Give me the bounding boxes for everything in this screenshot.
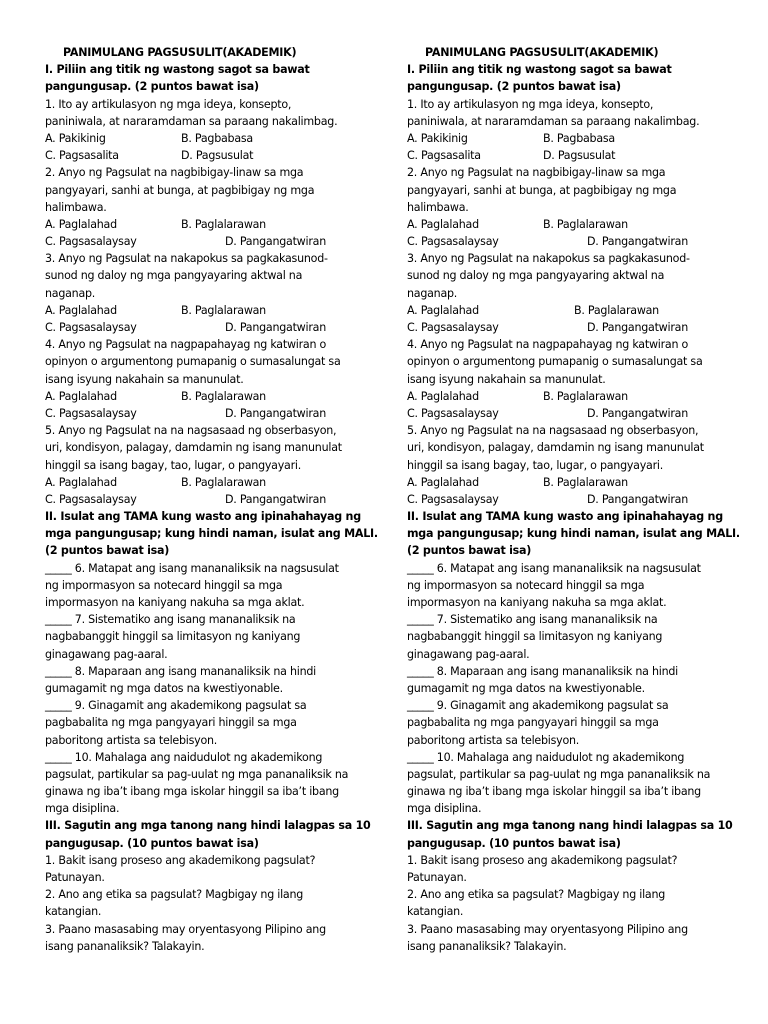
question-text-line: impormasyon na kaniyang nakuha sa mga aklat. (45, 596, 305, 609)
question-text-line: isang pananaliksik? Talakayin. (407, 939, 567, 953)
choice-option: C. Pagsasalita (45, 149, 119, 163)
question-text-line: _____ 9. Ginagamit ang akademikong pagsulat sa (407, 699, 669, 713)
question-text-line: paboritong artista sa telebisyon. (407, 733, 580, 747)
question-text-line: hinggil sa isang bagay, tao, lugar, o pangyayari. (407, 458, 664, 472)
choice-row (407, 474, 757, 491)
choice-row (407, 491, 757, 508)
question-text-line: Patunayan. (407, 871, 467, 884)
choice-row (45, 233, 395, 250)
choice-option: D. Pangangatwiran (225, 235, 326, 249)
choice-option: B. Paglalarawan (543, 217, 628, 231)
question-text-line: mga disiplina. (407, 802, 482, 816)
choice-option: D. Pagsusulat (543, 149, 616, 163)
question-text-line: 1. Bakit isang proseso ang akademikong pagsulat? (45, 853, 316, 867)
choice-option: C. Pagsasalaysay (407, 406, 499, 420)
choice-option: A. Paglalahad (407, 389, 479, 403)
question-text-line: pangyayari, sanhi at bunga, at pagbibigay ng mga (45, 183, 315, 197)
question-text-line: nagbabanggit hinggil sa limitasyon ng kaniyang (407, 630, 663, 644)
left-quiz-column (45, 44, 395, 955)
question-text-line: pagsulat, partikular sa pag-uulat ng mga pananaliksik na (407, 767, 711, 781)
question-text-line: 2. Ano ang etika sa pagsulat? Magbigay ng ilang (407, 888, 666, 902)
question-text-line: ng impormasyon sa notecard hinggil sa mga (45, 578, 283, 592)
choice-row (407, 388, 757, 405)
question-text-line: isang isyung nakahain sa manunulat. (45, 372, 244, 386)
question-text-line: 1. Bakit isang proseso ang akademikong pagsulat? (407, 853, 678, 867)
question-text-line: _____ 10. Mahalaga ang naidudulot ng akademikong (45, 750, 323, 764)
question-text-line: halimbawa. (45, 200, 107, 214)
question-text-line: _____ 6. Matapat ang isang mananaliksik na nagsusulat (45, 561, 339, 575)
choice-row (407, 216, 757, 233)
choice-row (407, 233, 757, 250)
choice-option: A. Pakikinig (407, 131, 468, 145)
choice-option: B. Paglalarawan (181, 389, 266, 403)
choice-row (407, 405, 757, 422)
section-instruction-line: III. Sagutin ang mga tanong nang hindi lalagpas sa 10 (407, 819, 733, 833)
choice-option: B. Paglalarawan (181, 217, 266, 231)
question-text-line: paniniwala, at nararamdaman sa paraang nakalimbag. (45, 114, 338, 128)
question-text-line: uri, kondisyon, palagay, damdamin ng isang manunulat (407, 441, 704, 455)
question-text-line: opinyon o argumentong pumapanig o sumasalungat sa (45, 355, 341, 369)
section-instruction-line: pangungusap. (2 puntos bawat isa) (45, 80, 259, 94)
question-text-line: naganap. (407, 286, 458, 300)
question-text-line: isang isyung nakahain sa manunulat. (407, 372, 606, 386)
question-text-line: Patunayan. (45, 871, 105, 884)
question-text-line: 3. Paano masasabing may oryentasyong Pilipino ang (45, 922, 326, 936)
choice-row (45, 147, 395, 164)
section-instruction-line: (2 puntos bawat isa) (407, 544, 532, 558)
question-text-line: pagsulat, partikular sa pag-uulat ng mga pananaliksik na (45, 767, 349, 781)
question-text-line: 5. Anyo ng Pagsulat na na nagsasaad ng obserbasyon, (45, 424, 337, 438)
question-text-line: ginagawang pag-aaral. (45, 647, 168, 661)
choice-option: A. Paglalahad (407, 217, 479, 231)
question-text-line: sunod ng daloy ng mga pangyayaring aktwal na (45, 269, 303, 283)
question-text-line: katangian. (45, 905, 102, 919)
question-text-line: impormasyon na kaniyang nakuha sa mga aklat. (407, 596, 667, 609)
choice-option: B. Paglalarawan (543, 389, 628, 403)
question-text-line: katangian. (407, 905, 464, 919)
question-text-line: _____ 8. Maparaan ang isang mananaliksik na hindi (45, 664, 316, 678)
section-instruction-line: (2 puntos bawat isa) (45, 544, 170, 558)
choice-option: C. Pagsasalaysay (45, 492, 137, 506)
choice-option: A. Pakikinig (45, 131, 106, 145)
quiz-title: PANIMULANG PAGSUSULIT(AKADEMIK) (425, 46, 659, 59)
choice-option: C. Pagsasalaysay (407, 321, 499, 334)
question-text-line: _____ 8. Maparaan ang isang mananaliksik na hindi (407, 664, 678, 678)
right-quiz-column (407, 44, 757, 955)
question-text-line: 4. Anyo ng Pagsulat na nagpapahayag ng katwiran o (407, 338, 689, 352)
question-text-line: pagbabalita ng mga pangyayari hinggil sa mga (407, 716, 659, 730)
choice-row (45, 130, 395, 147)
section-instruction-line: pangugusap. (10 puntos bawat isa) (45, 836, 259, 850)
question-text-line: 2. Anyo ng Pagsulat na nagbibigay-linaw sa mga (407, 166, 666, 180)
choice-option: B. Paglalarawan (181, 303, 266, 317)
choice-row (407, 319, 757, 336)
choice-option: A. Paglalahad (45, 217, 117, 231)
section-instruction-line: II. Isulat ang TAMA kung wasto ang ipinahahayag ng (407, 510, 723, 524)
choice-option: D. Pangangatwiran (225, 406, 326, 420)
question-text-line: uri, kondisyon, palagay, damdamin ng isang manunulat (45, 441, 342, 455)
choice-option: D. Pagsusulat (181, 149, 254, 163)
question-text-line: 3. Anyo ng Pagsulat na nakapokus sa pagkakasunod- (45, 252, 328, 266)
question-text-line: opinyon o argumentong pumapanig o sumasalungat sa (407, 355, 703, 369)
choice-option: B. Pagbabasa (543, 131, 615, 145)
question-text-line: gumagamit ng mga datos na kwestiyonable. (45, 681, 283, 695)
choice-row (45, 319, 395, 336)
question-text-line: 1. Ito ay artikulasyon ng mga ideya, konsepto, (45, 97, 292, 111)
choice-option: A. Paglalahad (45, 475, 117, 489)
quiz-title: PANIMULANG PAGSUSULIT(AKADEMIK) (63, 46, 297, 59)
choice-row (407, 147, 757, 164)
question-text-line: 5. Anyo ng Pagsulat na na nagsasaad ng obserbasyon, (407, 424, 699, 438)
choice-option: D. Pangangatwiran (587, 235, 688, 249)
question-text-line: pagbabalita ng mga pangyayari hinggil sa mga (45, 716, 297, 730)
choice-option: A. Paglalahad (45, 303, 117, 317)
question-text-line: sunod ng daloy ng mga pangyayaring aktwal na (407, 269, 665, 283)
choice-row (407, 302, 757, 319)
choice-option: B. Paglalarawan (543, 475, 628, 489)
choice-option: D. Pangangatwiran (225, 492, 326, 506)
choice-option: C. Pagsasalaysay (407, 235, 499, 249)
section-instruction-line: III. Sagutin ang mga tanong nang hindi lalagpas sa 10 (45, 819, 371, 833)
section-instruction-line: I. Piliin ang titik ng wastong sagot sa bawat (45, 63, 310, 77)
question-text-line: pangyayari, sanhi at bunga, at pagbibigay ng mga (407, 183, 677, 197)
question-text-line: paboritong artista sa telebisyon. (45, 733, 218, 747)
question-text-line: 4. Anyo ng Pagsulat na nagpapahayag ng katwiran o (45, 338, 327, 352)
section-instruction-line: mga pangungusap; kung hindi naman, isulat ang MALI. (407, 527, 740, 541)
question-text-line: isang pananaliksik? Talakayin. (45, 939, 205, 953)
choice-option: C. Pagsasalaysay (45, 235, 137, 249)
choice-option: C. Pagsasalaysay (407, 492, 499, 506)
question-text-line: _____ 7. Sistematiko ang isang mananaliksik na (407, 613, 658, 627)
question-text-line: mga disiplina. (45, 802, 120, 816)
question-text-line: 3. Anyo ng Pagsulat na nakapokus sa pagkakasunod- (407, 252, 690, 266)
choice-option: D. Pangangatwiran (225, 321, 326, 334)
question-text-line: _____ 9. Ginagamit ang akademikong pagsulat sa (45, 699, 307, 713)
section-instruction-line: mga pangungusap; kung hindi naman, isulat ang MALI. (45, 527, 378, 541)
question-text-line: naganap. (45, 286, 96, 300)
choice-option: A. Paglalahad (407, 303, 479, 317)
question-text-line: nagbabanggit hinggil sa limitasyon ng kaniyang (45, 630, 301, 644)
question-text-line: _____ 7. Sistematiko ang isang mananaliksik na (45, 613, 296, 627)
question-text-line: ng impormasyon sa notecard hinggil sa mga (407, 578, 645, 592)
choice-option: A. Paglalahad (407, 475, 479, 489)
choice-row (45, 388, 395, 405)
question-text-line: _____ 6. Matapat ang isang mananaliksik na nagsusulat (407, 561, 701, 575)
choice-option: C. Pagsasalaysay (45, 406, 137, 420)
choice-option: B. Pagbabasa (181, 131, 253, 145)
choice-option: D. Pangangatwiran (587, 321, 688, 334)
choice-row (45, 491, 395, 508)
choice-row (45, 405, 395, 422)
section-instruction-line: I. Piliin ang titik ng wastong sagot sa bawat (407, 63, 672, 77)
choice-row (45, 216, 395, 233)
question-text-line: gumagamit ng mga datos na kwestiyonable. (407, 681, 645, 695)
choice-option: C. Pagsasalita (407, 149, 481, 163)
question-text-line: 3. Paano masasabing may oryentasyong Pilipino ang (407, 922, 688, 936)
question-text-line: ginawa ng iba’t ibang mga iskolar hinggil sa iba’t ibang (407, 785, 701, 799)
question-text-line: 2. Anyo ng Pagsulat na nagbibigay-linaw sa mga (45, 166, 304, 180)
choice-option: B. Paglalarawan (574, 303, 659, 317)
question-text-line: paniniwala, at nararamdaman sa paraang nakalimbag. (407, 114, 700, 128)
choice-row (45, 474, 395, 491)
choice-row (45, 302, 395, 319)
choice-option: B. Paglalarawan (181, 475, 266, 489)
question-text-line: ginawa ng iba’t ibang mga iskolar hinggil sa iba’t ibang (45, 785, 339, 799)
section-instruction-line: pangungusap. (2 puntos bawat isa) (407, 80, 621, 94)
choice-option: D. Pangangatwiran (587, 406, 688, 420)
choice-option: A. Paglalahad (45, 389, 117, 403)
question-text-line: halimbawa. (407, 200, 469, 214)
question-text-line: 2. Ano ang etika sa pagsulat? Magbigay ng ilang (45, 888, 304, 902)
choice-option: C. Pagsasalaysay (45, 321, 137, 334)
question-text-line: _____ 10. Mahalaga ang naidudulot ng akademikong (407, 750, 685, 764)
question-text-line: hinggil sa isang bagay, tao, lugar, o pangyayari. (45, 458, 302, 472)
choice-row (407, 130, 757, 147)
question-text-line: ginagawang pag-aaral. (407, 647, 530, 661)
section-instruction-line: pangugusap. (10 puntos bawat isa) (407, 836, 621, 850)
question-text-line: 1. Ito ay artikulasyon ng mga ideya, konsepto, (407, 97, 654, 111)
section-instruction-line: II. Isulat ang TAMA kung wasto ang ipinahahayag ng (45, 510, 361, 524)
choice-option: D. Pangangatwiran (587, 492, 688, 506)
